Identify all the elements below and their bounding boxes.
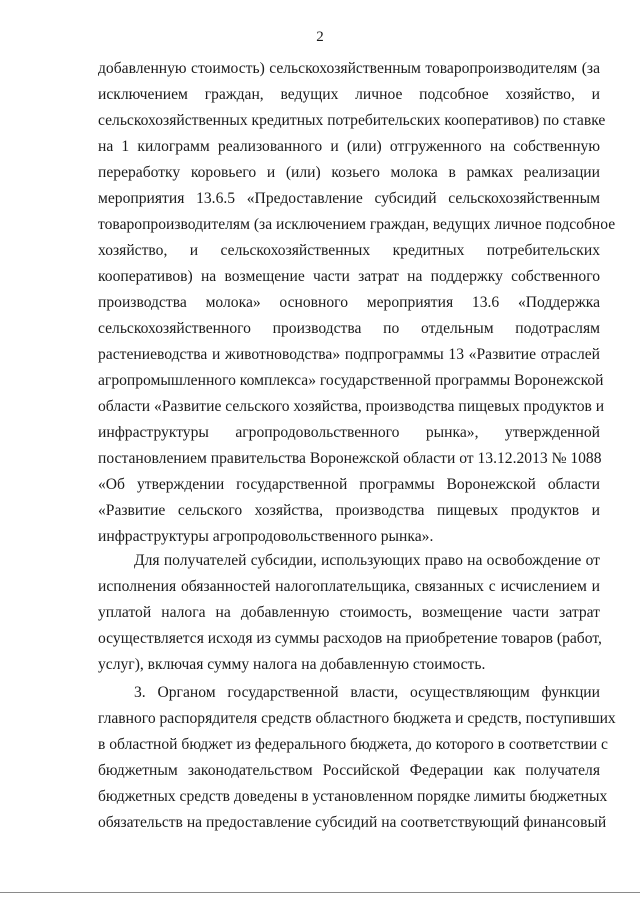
text-line: Для получателей субсидии, использующих право на освобождение от	[134, 552, 600, 569]
text-line: кооперативов) на возмещение части затрат на поддержку собственного	[98, 268, 600, 285]
page-number: 2	[316, 29, 324, 45]
text-line: бюджетным законодательством Российской Федерации как получателя	[98, 762, 600, 779]
paragraph-vat-exempt-recipients	[98, 548, 600, 678]
text-line: главного распорядителя средств областного бюджета и средств, поступивших	[98, 710, 616, 727]
paragraph-item-3-authority	[98, 680, 616, 836]
page-bottom-edge	[0, 892, 640, 893]
text-line: осуществляется исходя из суммы расходов на приобретение товаров (работ,	[98, 630, 602, 647]
text-line: товаропроизводителям (за исключением граждан, ведущих личное подсобное	[98, 216, 616, 233]
text-line: в областной бюджет из федерального бюджета, до которого в соответствии с	[98, 736, 608, 753]
text-line: инфраструктуры агропродовольственного рынка», утвержденной	[98, 424, 600, 441]
text-line: «Развитие сельского хозяйства, производства пищевых продуктов и	[98, 502, 600, 519]
text-line: агропромышленного комплекса» государственной программы Воронежской	[98, 372, 604, 389]
text-line: исключением граждан, ведущих личное подсобное хозяйство, и	[98, 86, 600, 103]
text-line: бюджетных средств доведены в установленном порядке лимиты бюджетных	[98, 788, 608, 805]
text-line: производства молока» основного мероприятия 13.6 «Поддержка	[98, 294, 600, 311]
text-line: услуг), включая сумму налога на добавленную стоимость.	[98, 656, 486, 673]
text-line: растениеводства и животноводства» подпрограммы 13 «Развитие отраслей	[98, 346, 600, 363]
text-line: сельскохозяйственного производства по отдельным подотраслям	[98, 320, 600, 337]
text-line: «Об утверждении государственной программы Воронежской области	[98, 476, 600, 493]
text-line: 3. Органом государственной власти, осуществляющим функции	[134, 684, 600, 701]
text-line: исполнения обязанностей налогоплательщика, связанных с исчислением и	[98, 578, 600, 595]
text-line: инфраструктуры агропродовольственного рынка».	[98, 528, 434, 545]
text-line: сельскохозяйственных кредитных потребительских кооперативов) по ставке	[98, 112, 606, 129]
text-line: уплатой налога на добавленную стоимость, возмещение части затрат	[98, 604, 600, 621]
text-line: мероприятия 13.6.5 «Предоставление субсидий сельскохозяйственным	[98, 190, 600, 207]
text-line: области «Развитие сельского хозяйства, производства пищевых продуктов и	[98, 398, 605, 415]
text-line: добавленную стоимость) сельскохозяйственным товаропроизводителям (за	[98, 60, 600, 77]
text-line: на 1 килограмм реализованного и (или) отгруженного на собственную	[98, 138, 600, 155]
text-line: хозяйство, и сельскохозяйственных кредитных потребительских	[98, 242, 600, 259]
text-line: обязательств на предоставление субсидий на соответствующий финансовый	[98, 814, 607, 831]
text-line: постановлением правительства Воронежской области от 13.12.2013 № 1088	[98, 450, 602, 467]
paragraph-subsidy-purpose	[98, 56, 616, 550]
text-line: переработку коровьего и (или) козьего молока в рамках реализации	[98, 164, 600, 181]
